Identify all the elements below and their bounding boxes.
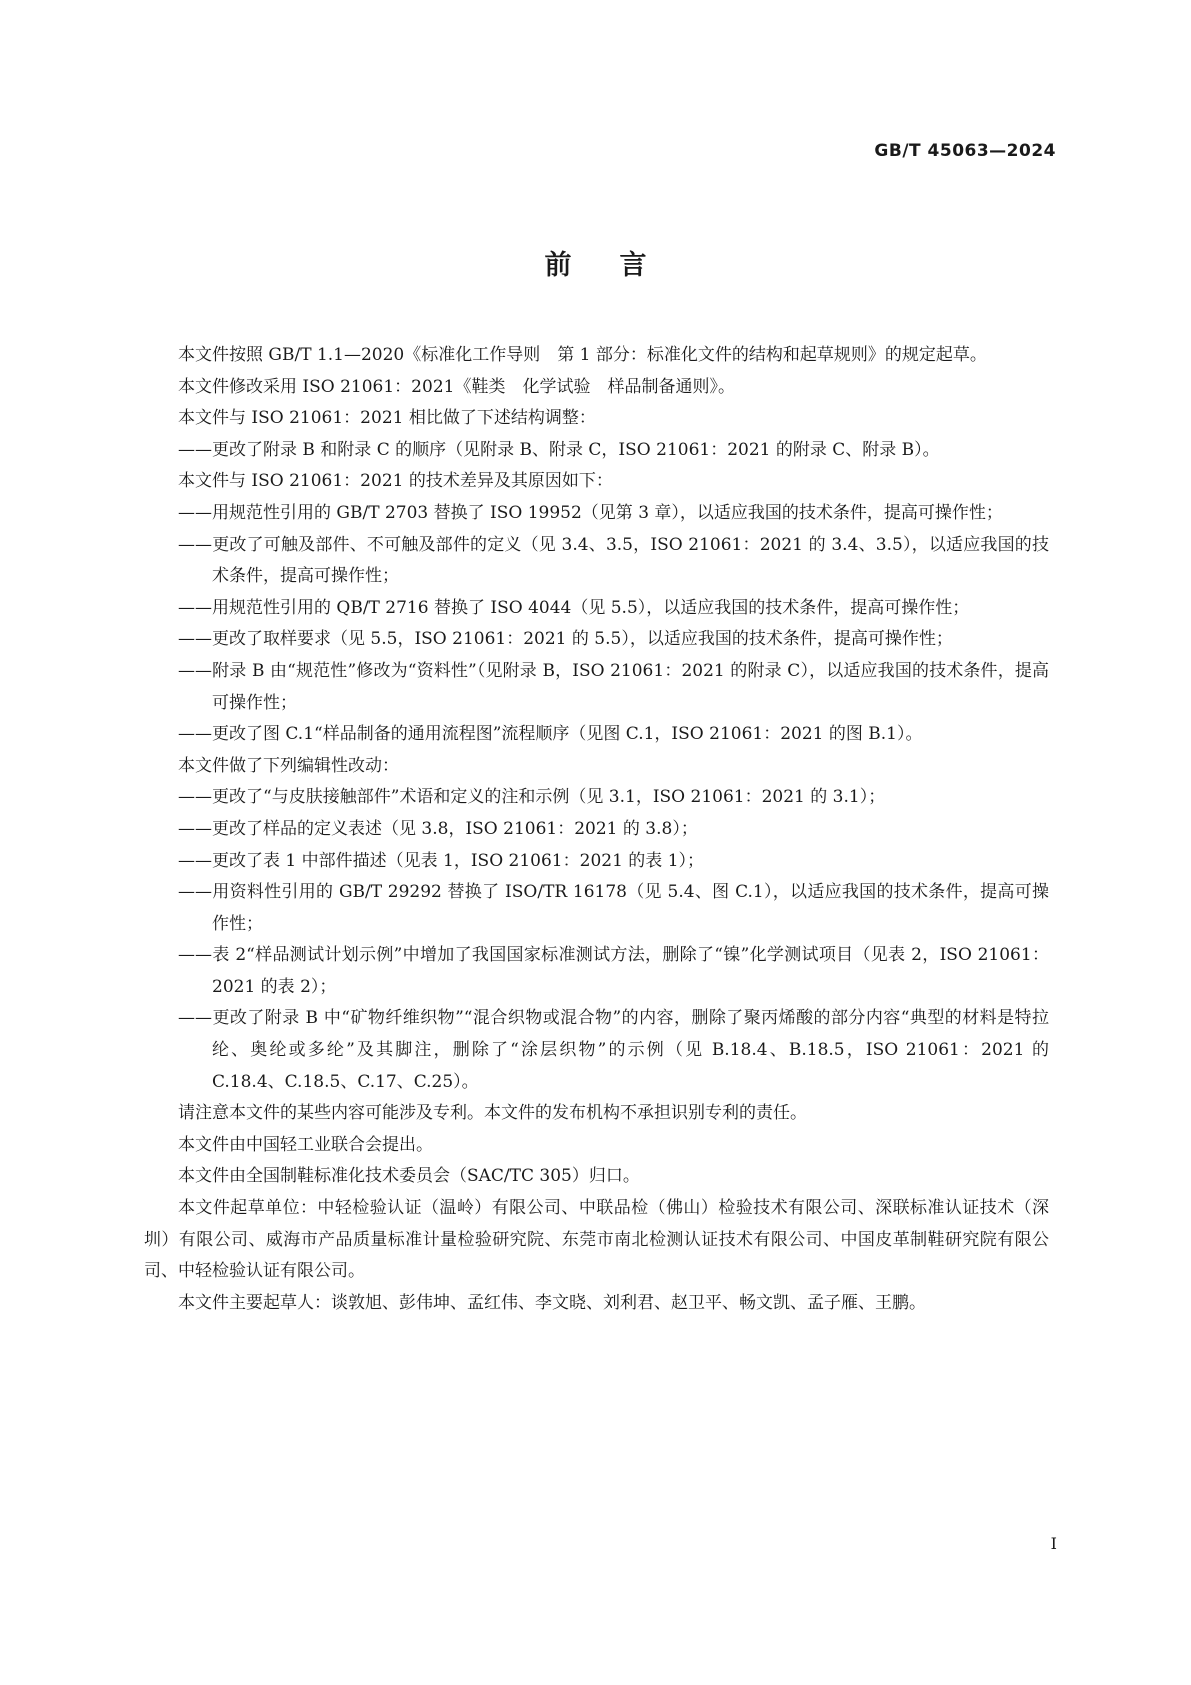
list-item: ——更改了附录 B 和附录 C 的顺序（见附录 B、附录 C，ISO 21061：2021 的附录 C、附录 B）。 — [178, 439, 940, 460]
list-item: ——更改了“与皮肤接触部件”术语和定义的注和示例（见 3.1，ISO 21061：2021 的 3.1）； — [178, 787, 886, 808]
standard-number: GB/T 45063—2024 — [874, 141, 1056, 161]
paragraph: 本文件与 ISO 21061：2021 的技术差异及其原因如下： — [178, 471, 613, 492]
list-item: ——更改了表 1 中部件描述（见表 1，ISO 21061：2021 的表 1）； — [178, 850, 705, 871]
paragraph: 本文件修改采用 ISO 21061：2021《鞋类 化学试验 样品制备通则》。 — [178, 376, 735, 397]
list-item: ——更改了图 C.1“样品制备的通用流程图”流程顺序（见图 C.1，ISO 21061：2021 的图 B.1）。 — [178, 724, 923, 745]
paragraph: 本文件与 ISO 21061：2021 相比做了下述结构调整： — [178, 408, 596, 429]
list-item: ——用规范性引用的 QB/T 2716 替换了 ISO 4044（见 5.5），以适应我国的技术条件，提高可操作性； — [178, 597, 970, 618]
list-item: ——表 2“样品测试计划示例”中增加了我国国家标准测试方法，删除了“镍”化学测试项目（见表 2，ISO 21061：2021 的表 2）； — [178, 945, 1049, 997]
paragraph: 本文件由全国制鞋标准化技术委员会（SAC/TC 305）归口。 — [178, 1166, 640, 1187]
list-item: ——附录 B 由“规范性”修改为“资料性”（见附录 B，ISO 21061：2021 的附录 C），以适应我国的技术条件，提高可操作性； — [178, 660, 1049, 713]
paragraph: 本文件起草单位：中轻检验认证（温岭）有限公司、中联品检（佛山）检验技术有限公司、深联标准认证技术（深圳）有限公司、威海市产品质量标准计量检验研究院、东莞市南北检测认证技术有限公司、中国皮革制鞋研究院有限公司、中轻检验认证有限公司。 — [144, 1198, 1049, 1282]
paragraph: 请注意本文件的某些内容可能涉及专利。本文件的发布机构不承担识别专利的责任。 — [178, 1103, 807, 1124]
list-item: ——更改了附录 B 中“矿物纤维织物”“混合织物或混合物”的内容，删除了聚丙烯酸的部分内容“典型的材料是特拉纶、奥纶或多纶”及其脚注，删除了“涂层织物”的示例（见 B.18.4、B.18.5，ISO 21061：2021 的 C.18.4、C.18.5、C.17、C.25）。 — [178, 1008, 1049, 1092]
paragraph: 本文件按照 GB/T 1.1—2020《标准化工作导则 第 1 部分：标准化文件的结构和起草规则》的规定起草。 — [178, 345, 987, 365]
paragraph: 本文件由中国轻工业联合会提出。 — [178, 1134, 433, 1155]
page-title: 前言 — [544, 250, 695, 281]
paragraph: 本文件主要起草人：谈敦旭、彭伟坤、孟红伟、李文晓、刘利君、赵卫平、畅文凯、孟子雁、王鹏。 — [178, 1292, 926, 1313]
list-item: ——用资料性引用的 GB/T 29292 替换了 ISO/TR 16178（见 5.4、图 C.1），以适应我国的技术条件，提高可操作性； — [178, 882, 1049, 934]
foreword-body — [144, 340, 1049, 1319]
list-item: ——用规范性引用的 GB/T 2703 替换了 ISO 19952（见第 3 章），以适应我国的技术条件，提高可操作性； — [178, 502, 1003, 523]
list-item: ——更改了样品的定义表述（见 3.8，ISO 21061：2021 的 3.8）； — [178, 818, 698, 839]
paragraph: 本文件做了下列编辑性改动： — [178, 755, 399, 776]
page-number: I — [1050, 1534, 1057, 1553]
list-item: ——更改了可触及部件、不可触及部件的定义（见 3.4、3.5，ISO 21061：2021 的 3.4、3.5），以适应我国的技术条件，提高可操作性； — [178, 534, 1049, 587]
list-item: ——更改了取样要求（见 5.5，ISO 21061：2021 的 5.5），以适应我国的技术条件，提高可操作性； — [178, 629, 953, 650]
